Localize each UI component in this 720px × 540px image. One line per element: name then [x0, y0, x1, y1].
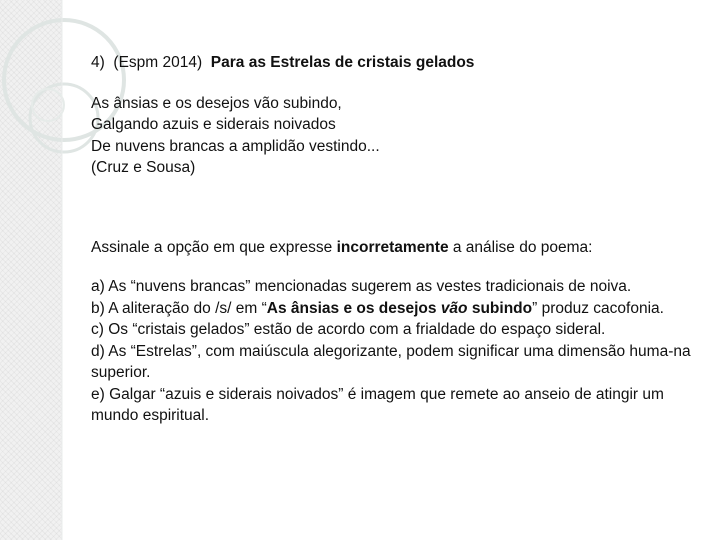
option-b-text-after: ” produz cacofonia.: [532, 299, 664, 317]
prompt-text-before: Assinale a opção em que expresse: [91, 238, 337, 256]
option-a: a) As “nuvens brancas” mencionadas sugerem as vestes tradicionais de noiva.: [91, 278, 632, 295]
poem-line: Galgando azuis e siderais noivados: [91, 116, 336, 133]
option-b: [91, 298, 703, 320]
option-d: d) As “Estrelas”, com maiúscula alegorizante, podem significar uma dimensão huma-na superior.: [91, 342, 691, 381]
option-b-bold-2: subindo: [467, 299, 533, 317]
question-number: 4): [91, 54, 105, 71]
option-b-bold-1: As ânsias e os desejos: [266, 299, 441, 317]
prompt-emphasis: incorretamente: [336, 238, 449, 256]
prompt-text-after: a análise do poema:: [448, 238, 593, 256]
question-source: (Espm 2014): [113, 54, 203, 71]
poem-title: Para as Estrelas de cristais gelados: [210, 54, 475, 71]
option-e: e) Galgar “azuis e siderais noivados” é imagem que remete ao anseio de atingir um mundo espiritual.: [91, 385, 664, 424]
poem-excerpt: [91, 93, 703, 179]
question-heading: [91, 52, 703, 74]
question-prompt: [91, 237, 703, 259]
left-pattern-strip: [0, 0, 62, 540]
poem-line: De nuvens brancas a amplidão vestindo...: [91, 137, 380, 155]
answer-options: [91, 276, 703, 427]
poem-author: (Cruz e Sousa): [91, 159, 196, 176]
option-b-italic: vão: [440, 299, 468, 317]
slide-content: [91, 52, 703, 427]
option-c: c) Os “cristais gelados” estão de acordo com a frialdade do espaço sideral.: [91, 321, 606, 338]
poem-line: As ânsias e os desejos vão subindo,: [91, 94, 342, 112]
option-b-text-before: b) A aliteração do /s/ em “: [91, 299, 267, 317]
